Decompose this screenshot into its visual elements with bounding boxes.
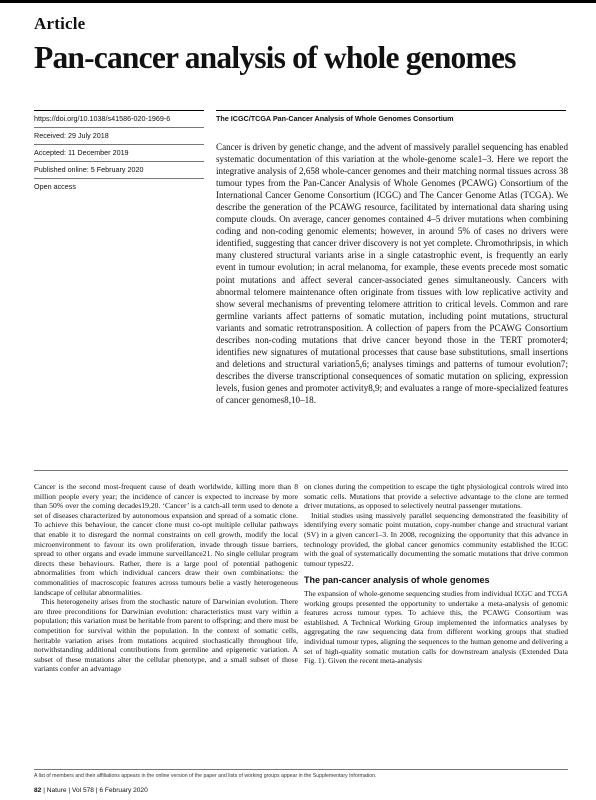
page-number: 82 <box>34 787 42 794</box>
footer-separator: | <box>43 787 45 794</box>
article-title: Pan-cancer analysis of whole genomes <box>34 40 516 75</box>
journal-name: Nature <box>46 787 67 794</box>
page-footer <box>34 787 148 794</box>
author-consortium: The ICGC/TCGA Pan-Cancer Analysis of Whole Genomes Consortium <box>216 110 566 127</box>
article-type-label: Article <box>34 14 86 33</box>
access-status: Open access <box>34 178 204 195</box>
doi-link[interactable]: https://doi.org/10.1038/s41586-020-1969-6 <box>34 110 204 127</box>
volume: Vol 578 <box>71 787 94 794</box>
issue-date: 6 February 2020 <box>99 787 148 794</box>
body-paragraph: Initial studies using massively parallel sequencing demonstrated the feasibility of identifying every somatic point mutation, copy-number change and structural variant (SV) in a given cancer1–3. In 2008, recognizing the opportunity that this advance in technology provided, the global cancer genomics community established the ICGC with the goal of systematically documenting the somatic mutations that drive common tumour types22. <box>304 510 568 568</box>
footer-separator: | <box>68 787 71 794</box>
body-column-right <box>304 482 568 666</box>
article-metadata <box>34 110 204 195</box>
received-date: Received: 29 July 2018 <box>34 127 204 144</box>
top-rule <box>0 0 596 3</box>
body-column-left <box>34 482 298 674</box>
footnote: A list of members and their affiliations appears in the online version of the paper and lists of working groups appear in the Supplementary Information. <box>34 773 377 779</box>
footer-separator: | <box>95 787 98 794</box>
body-paragraph: on clones during the competition to escape the tight physiological controls wired into somatic cells. Mutations that provide a selective advantage to the clone are termed driver mutations, as opposed to selectively neutral passenger mutations. <box>304 482 568 511</box>
body-paragraph: This heterogeneity arises from the stochastic nature of Darwinian evolution. There are three preconditions for Darwinian evolution: characteristics must vary within a population; this variation must be heritable from parent to offspring; and there must be competition for survival within the population. In the context of somatic cells, heritable variation arises from mutations acquired stochastically throughout life, notwithstanding additional contributions from germline and epigenetic variation. A subset of these mutations alter the cellular phenotype, and a small subset of those variants confer an advantage <box>34 597 298 674</box>
body-paragraph: The expansion of whole-genome sequencing studies from individual ICGC and TCGA working groups presented the opportunity to undertake a meta-analysis of genomic features across tumour types. To achieve this, the PCAWG Consortium was established. A Technical Working Group implemented the informatics analyses by aggregating the raw sequencing data from different working groups that studied individual tumour types, aligning the sequences to the human genome and delivering a set of high-quality somatic mutation calls for downstream analysis (Extended Data Fig. 1). Given the recent meta-analysis <box>304 588 568 666</box>
section-heading: The pan-cancer analysis of whole genomes <box>304 575 490 586</box>
abstract <box>216 141 568 406</box>
body-paragraph: Cancer is the second most-frequent cause of death worldwide, killing more than 8 million people every year; the incidence of cancer is expected to increase by more than 50% over the coming decades19,20. ‘Cancer’ is a catch-all term used to denote a set of diseases characterized by autonomous expansion and spread of a somatic clone. To achieve this behaviour, the cancer clone must co-opt multiple cellular pathways that enable it to disregard the normal constraints on cell growth, modify the local microenvironment to favour its own proliferation, invade through tissue barriers, spread to other organs and evade immune surveillance21. No single cellular program directs these behaviours. Rather, there is a large pool of potential pathogenic abnormalities from which individual cancers draw their own combinations: the commonalities of macroscopic features across tumours belie a vastly heterogeneous landscape of cellular abnormalities. <box>34 482 298 597</box>
footnote-divider <box>34 769 568 770</box>
accepted-date: Accepted: 11 December 2019 <box>34 144 204 161</box>
abstract-text: Cancer is driven by genetic change, and the advent of massively parallel sequencing has enabled systematic documentation of this variation at the whole-genome scale1–3. Here we report the integrative analysis of 2,658 whole-cancer genomes and their matching normal tissues across 38 tumour types from the Pan-Cancer Analysis of Whole Genomes (PCAWG) Consortium of the International Cancer Genome Consortium (ICGC) and The Cancer Genome Atlas (TCGA). We describe the generation of the PCAWG resource, facilitated by international data sharing using compute clouds. On average, cancer genomes contained 4–5 driver mutations when combining coding and non-coding genomic elements; however, in around 5% of cases no drivers were identified, suggesting that cancer driver discovery is not yet complete. Chromothripsis, in which many clustered structural variants arise in a single catastrophic event, is frequently an early event in tumour evolution; in acral melanoma, for example, these events precede most somatic point mutations and affect several cancer-associated genes simultaneously. Cancers with abnormal telomere maintenance often originate from tissues with low replicative activity and show several mechanisms of preventing telomere attrition to critical levels. Common and rare germline variants affect patterns of somatic mutation, including point mutations, structural variants and somatic retrotransposition. A collection of papers from the PCAWG Consortium describes non-coding mutations that drive cancer beyond those in the TERT promoter4; identifies new signatures of mutational processes that cause base substitutions, small insertions and deletions and structural variation5,6; analyses timings and patterns of tumour evolution7; describes the diverse transcriptional consequences of somatic mutation on splicing, expression levels, fusion genes and promoter activity8,9; and evaluates a range of more-specialized features of cancer genomes8,10–18. <box>216 142 568 405</box>
abstract-divider <box>34 470 568 471</box>
published-date: Published online: 5 February 2020 <box>34 161 204 178</box>
